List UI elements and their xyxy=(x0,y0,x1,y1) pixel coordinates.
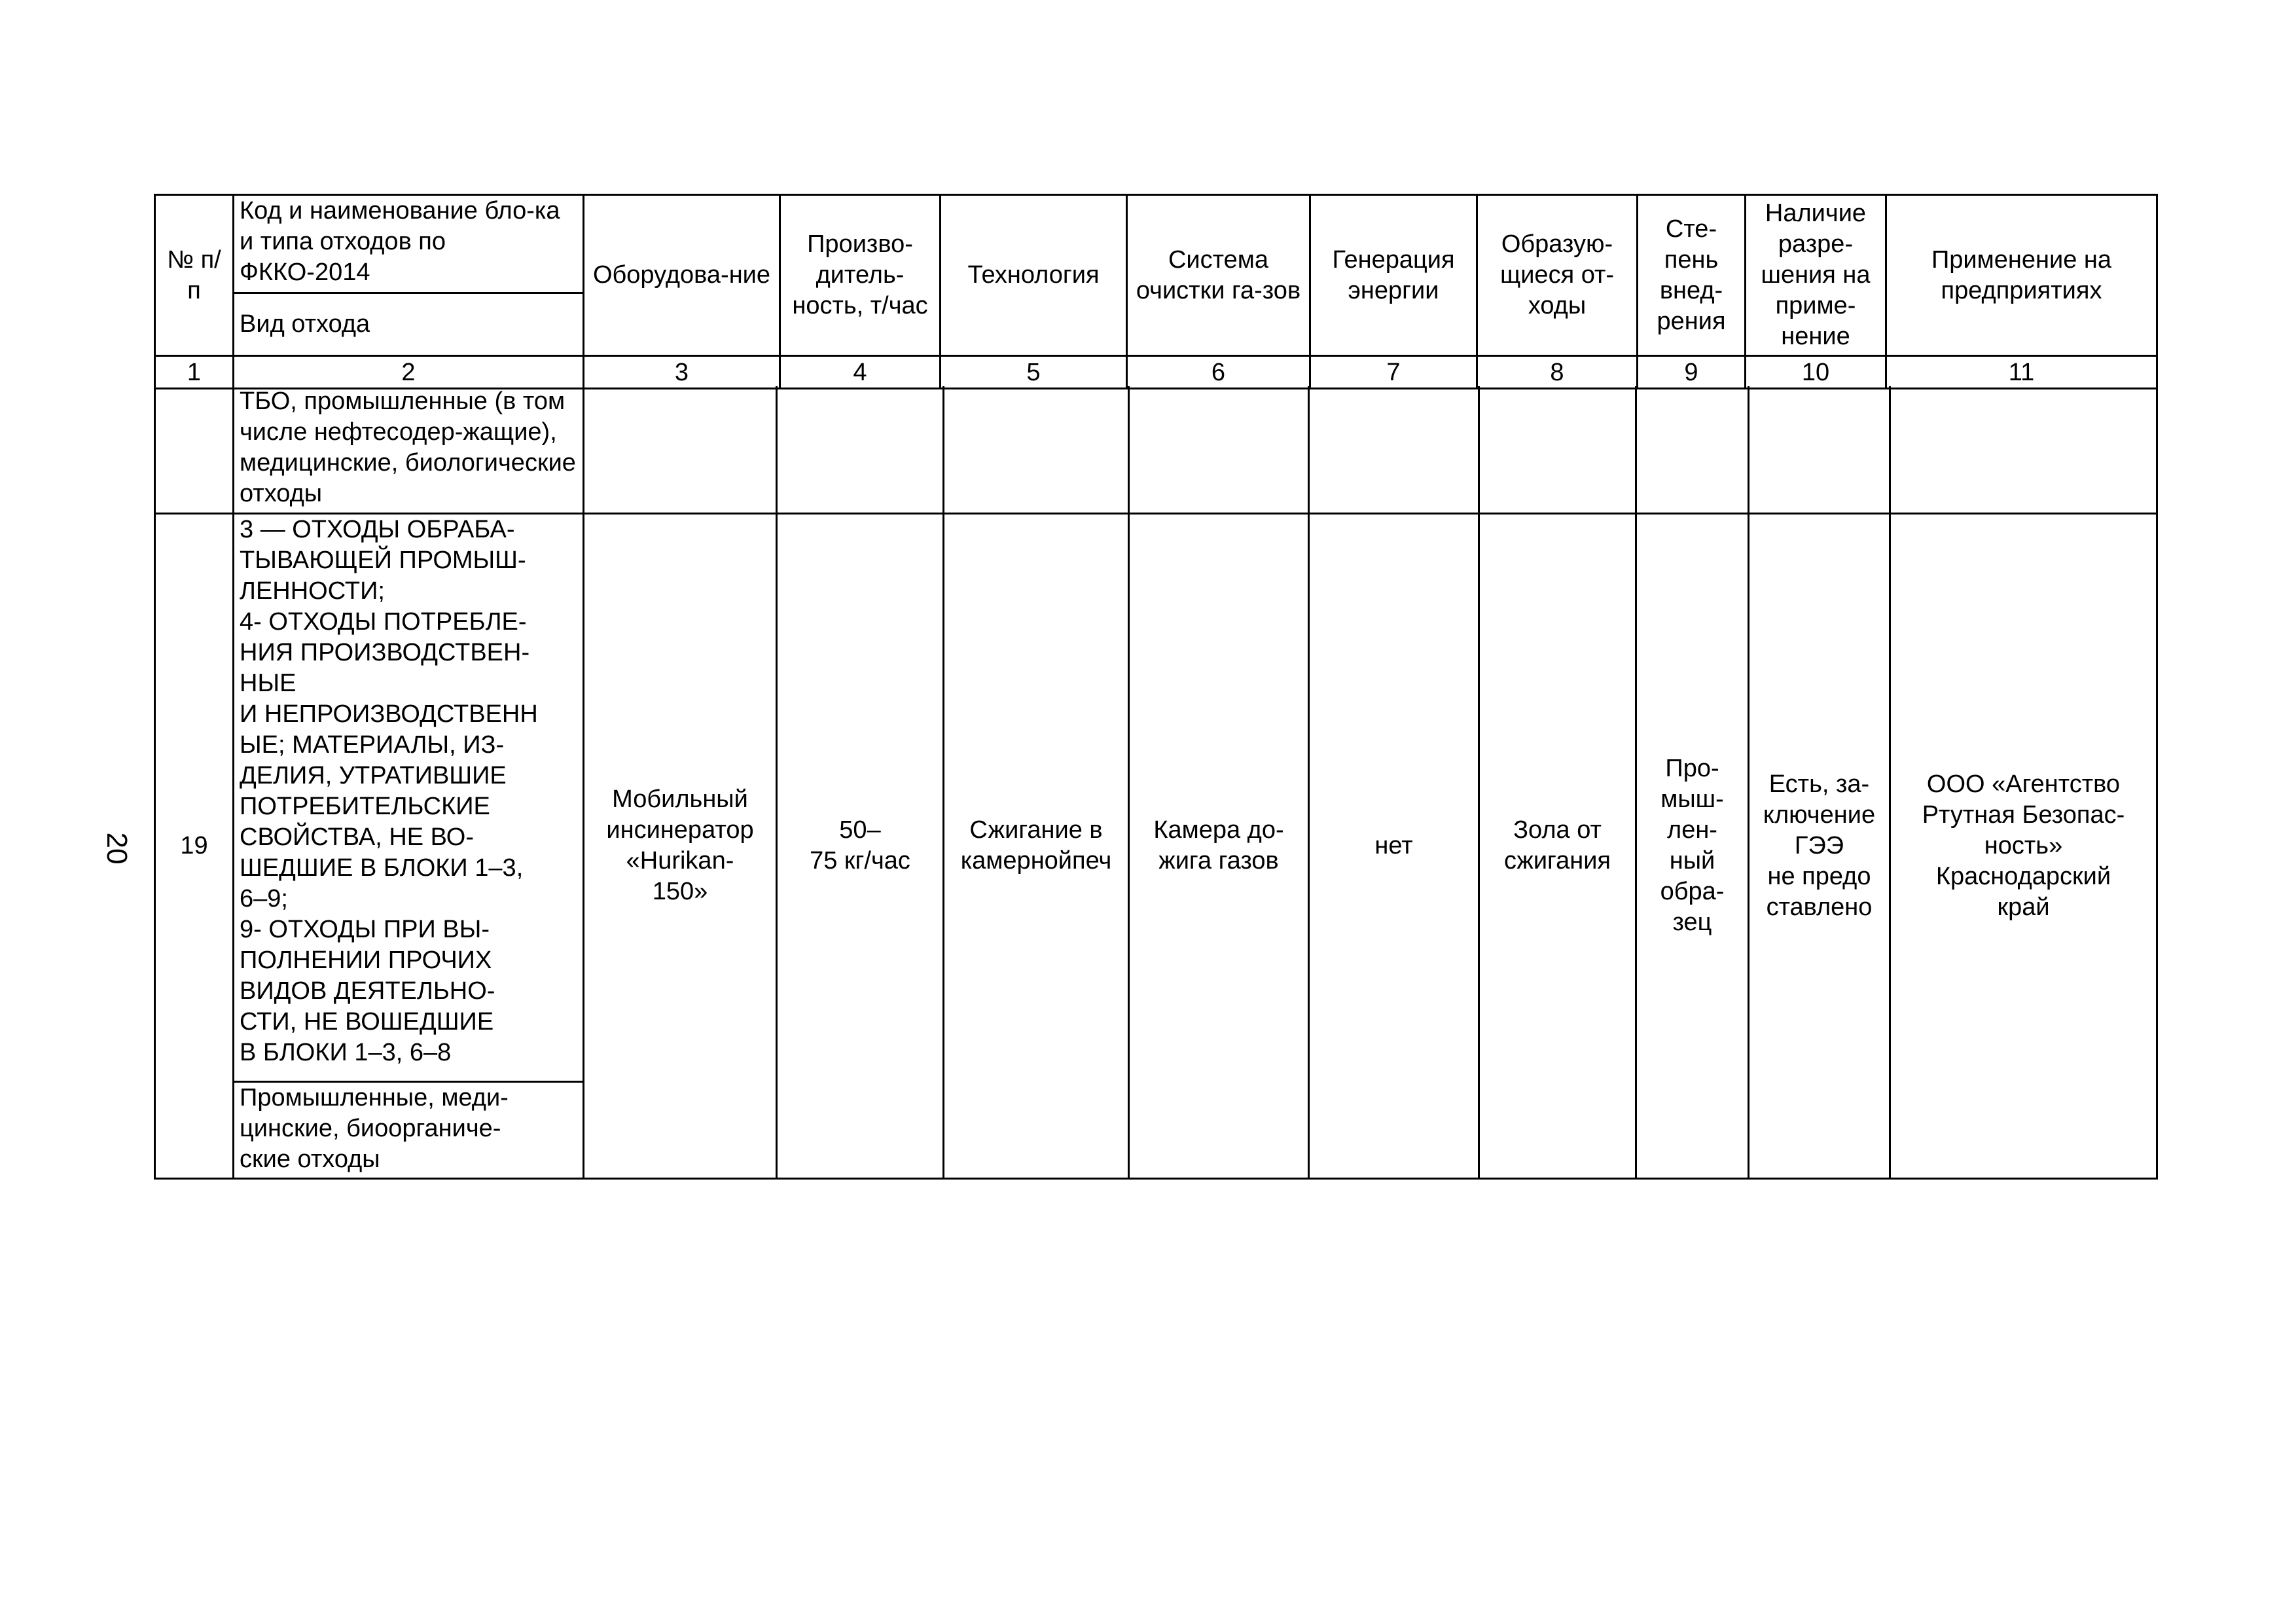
equipment-line: инсинератор xyxy=(606,816,754,844)
application-line: ность» xyxy=(1984,831,2063,859)
equipment-line: Мобильный xyxy=(612,785,748,813)
header-col-degree: Сте-пень внед-рения xyxy=(1638,195,1746,356)
block-line: СТИ, НЕ ВОШЕДШИЕ xyxy=(240,1007,494,1036)
equipment-line: «Hurikan- xyxy=(626,847,734,875)
column-number: 9 xyxy=(1638,356,1746,389)
degree-line: лен- xyxy=(1667,816,1717,844)
cell-capacity xyxy=(777,386,944,513)
cell-energy xyxy=(1309,386,1479,513)
cell-application xyxy=(1890,513,2157,1178)
cell-degree xyxy=(1636,513,1749,1178)
cell-technology xyxy=(944,386,1129,513)
column-number: 7 xyxy=(1310,356,1477,389)
cell-permission xyxy=(1749,386,1890,513)
application-line: край xyxy=(1997,893,2050,921)
header-col-number: № п/п xyxy=(155,195,234,356)
waste-formed-line: Зола от xyxy=(1513,816,1602,844)
header-col-block-code: Код и наименование бло-ка и типа отходов по ФККО-2014 xyxy=(234,195,584,293)
header-col-permission: Наличие разре-шения на приме-нение xyxy=(1746,195,1886,356)
column-number: 8 xyxy=(1477,356,1638,389)
degree-line: мыш- xyxy=(1660,785,1724,813)
equipment-line: 150» xyxy=(652,878,708,905)
table-body xyxy=(154,386,2158,1180)
gas-cleaning-line: Камера до- xyxy=(1153,816,1284,844)
permission-line: ставлено xyxy=(1766,893,1873,921)
waste-type-line: Промышленные, меди- xyxy=(240,1083,509,1111)
header-col-gas-cleaning: Система очистки га-зов xyxy=(1127,195,1310,356)
cell-degree xyxy=(1636,386,1749,513)
degree-line: обра- xyxy=(1660,878,1725,905)
column-number: 1 xyxy=(155,356,234,389)
degree-line: ный xyxy=(1669,847,1715,875)
block-line: ЛЕННОСТИ; xyxy=(240,577,385,605)
header-col-technology: Технология xyxy=(941,195,1127,356)
permission-line: ГЭЭ xyxy=(1794,831,1844,859)
cell-gas-cleaning xyxy=(1129,386,1309,513)
cell-number xyxy=(155,386,234,513)
block-line: И НЕПРОИЗВОДСТВЕНН xyxy=(240,700,538,728)
header-col-capacity: Произво-дитель-ность, т/час xyxy=(780,195,941,356)
block-line: ЫЕ; МАТЕРИАЛЫ, ИЗ- xyxy=(240,731,505,759)
cell-energy: нет xyxy=(1309,513,1479,1178)
capacity-line: 75 кг/час xyxy=(810,847,910,875)
block-line: ПОТРЕБИТЕЛЬСКИЕ xyxy=(240,792,490,820)
header-col-equipment: Оборудова-ние xyxy=(584,195,780,356)
permission-line: Есть, за- xyxy=(1768,770,1870,798)
technology-line: Сжигание в xyxy=(969,816,1103,844)
cell-gas-cleaning xyxy=(1129,513,1309,1178)
permission-line: ключение xyxy=(1763,801,1876,829)
capacity-line: 50– xyxy=(839,816,881,844)
block-line: 9- ОТХОДЫ ПРИ ВЫ- xyxy=(240,915,490,943)
application-line: ООО «Агентство xyxy=(1926,770,2121,798)
block-line: НЫЕ xyxy=(240,669,296,697)
block-line: ДЕЛИЯ, УТРАТИВШИЕ xyxy=(240,761,507,789)
gas-cleaning-line: жига газов xyxy=(1158,847,1279,875)
column-number: 3 xyxy=(584,356,780,389)
column-number: 10 xyxy=(1746,356,1886,389)
degree-line: Про- xyxy=(1665,755,1719,782)
waste-type-line: ские отходы xyxy=(240,1145,380,1173)
table-header xyxy=(154,194,2158,389)
cell-block xyxy=(234,513,584,1081)
cell-waste-type xyxy=(234,1081,584,1178)
cell-application xyxy=(1890,386,2157,513)
table-row xyxy=(155,513,2157,1081)
header-col-energy: Генерация энергии xyxy=(1310,195,1477,356)
column-number: 2 xyxy=(234,356,584,389)
cell-block: ТБО, промышленные (в том числе нефтесодер-жащие), медицинские, биологические отходы xyxy=(234,386,584,513)
block-line: В БЛОКИ 1–3, 6–8 xyxy=(240,1038,452,1066)
cell-technology xyxy=(944,513,1129,1178)
cell-waste-formed xyxy=(1479,513,1636,1178)
cell-equipment xyxy=(584,386,777,513)
page-number: 20 xyxy=(101,832,133,865)
header-col-application: Применение на предприятиях xyxy=(1886,195,2157,356)
block-line: ШЕДШИЕ В БЛОКИ 1–3, xyxy=(240,854,524,882)
column-number: 6 xyxy=(1127,356,1310,389)
header-col-waste-type: Вид отхода xyxy=(234,293,584,356)
block-line: ТЫВАЮЩЕЙ ПРОМЫШ- xyxy=(240,546,526,574)
block-line: СВОЙСТВА, НЕ ВО- xyxy=(240,823,474,851)
waste-type-line: цинские, биоорганиче- xyxy=(240,1114,501,1142)
degree-line: зец xyxy=(1672,909,1712,936)
cell-number: 19 xyxy=(155,513,234,1178)
cell-permission xyxy=(1749,513,1890,1178)
application-line: Краснодарский xyxy=(1935,862,2111,890)
block-line: 4- ОТХОДЫ ПОТРЕБЛЕ- xyxy=(240,607,527,636)
block-line: ВИДОВ ДЕЯТЕЛЬНО- xyxy=(240,977,495,1005)
cell-capacity xyxy=(777,513,944,1178)
cell-equipment xyxy=(584,513,777,1178)
header-col-waste-formed: Образую-щиеся от-ходы xyxy=(1477,195,1638,356)
column-number: 4 xyxy=(780,356,941,389)
technology-line: камернойпеч xyxy=(960,847,1112,875)
waste-formed-line: сжигания xyxy=(1503,847,1611,875)
table-row xyxy=(155,386,2157,513)
permission-line: не предо xyxy=(1767,862,1871,890)
block-line: 3 — ОТХОДЫ ОБРАБА- xyxy=(240,515,515,543)
block-line: НИЯ ПРОИЗВОДСТВЕН- xyxy=(240,638,530,666)
block-line: 6–9; xyxy=(240,884,288,912)
cell-waste-formed xyxy=(1479,386,1636,513)
column-number: 11 xyxy=(1886,356,2157,389)
block-line: ПОЛНЕНИИ ПРОЧИХ xyxy=(240,946,492,974)
application-line: Ртутная Безопас- xyxy=(1922,801,2125,829)
column-number: 5 xyxy=(941,356,1127,389)
